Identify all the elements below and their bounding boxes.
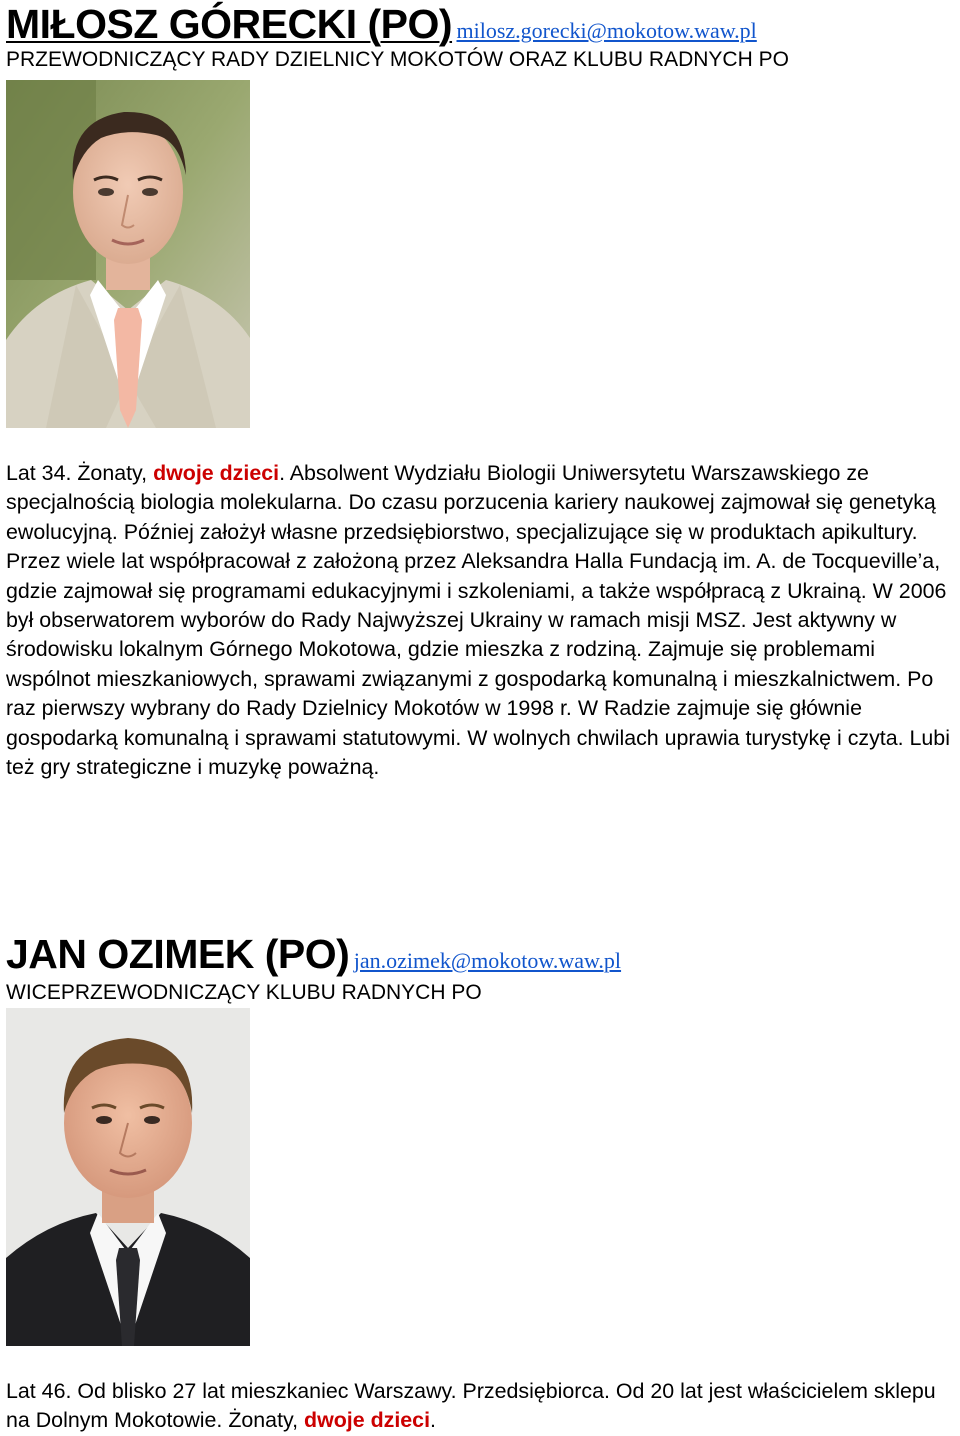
profile-heading: [6, 1, 956, 47]
person-bio: [6, 459, 958, 782]
bio-text-rest: . Absolwent Wydziału Biologii Uniwersytetu Warszawskiego ze specjalnością biologia molekularna. Do czasu porzucenia kariery naukowej zajmował się genetyką ewolucyjną. Później założył własne przedsiębiorstwo, specjalizujące się w produktach apikultury. Przez wiele lat współpracował z założoną przez Aleksandra Halla Fundacją im. A. de Tocqueville’a, gdzie zajmował się programami edukacyjnymi i szkoleniami, a także współpracą z Ukrainą. W 2006 był obserwatorem wyborów do Rady Najwyższej Ukrainy w ramach misji MSZ. Jest aktywny w środowisku lokalnym Górnego Mokotowa, gdzie mieszka z rodziną. Zajmuje się problemami wspólnot mieszkaniowych, sprawami związanymi z gospodarką komunalną i mieszkalnictwem. Po raz pierwszy wybrany do Rady Dzielnicy Mokotów w 1998 r. W Radzie zajmuje się głównie gospodarką komunalną i sprawami statutowymi. W wolnych chwilach uprawia turystykę i czyta. Lubi też gry strategiczne i muzykę poważną.: [6, 461, 950, 780]
portrait-photo: [6, 80, 250, 428]
email-link[interactable]: jan.ozimek@mokotow.waw.pl: [353, 948, 622, 973]
profile-jan-ozimek: [6, 931, 956, 1005]
bio-highlight: dwoje dzieci: [153, 461, 280, 485]
person-name: MIŁOSZ GÓRECKI (PO): [6, 1, 453, 47]
profile-milosz-gorecki: [6, 1, 956, 72]
bio-text-start: Lat 46. Od blisko 27 lat mieszkaniec Warszawy. Przedsiębiorca. Od 20 lat jest właścicielem sklepu na Dolnym Mokotowie. Żonaty,: [6, 1379, 936, 1433]
portrait-photo: [6, 1008, 250, 1346]
person-name: JAN OZIMEK (PO): [6, 931, 350, 977]
person-bio: [6, 1377, 958, 1436]
profile-heading: [6, 931, 956, 977]
bio-highlight: dwoje dzieci: [304, 1408, 431, 1433]
bio-text-rest: .: [430, 1408, 436, 1433]
person-role: WICEPRZEWODNICZĄCY KLUBU RADNYCH PO: [6, 981, 482, 1004]
email-link[interactable]: milosz.gorecki@mokotow.waw.pl: [456, 18, 757, 43]
bio-text-start: Lat 34. Żonaty,: [6, 461, 154, 485]
person-role: PRZEWODNICZĄCY RADY DZIELNICY MOKOTÓW ORAZ KLUBU RADNYCH PO: [6, 48, 789, 71]
